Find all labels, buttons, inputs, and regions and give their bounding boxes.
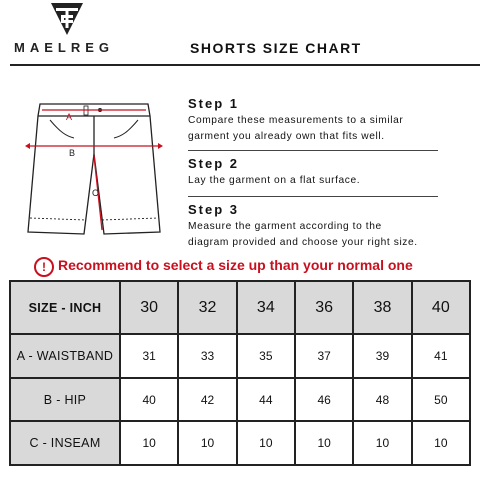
table-cell: 10: [237, 421, 295, 465]
table-cell: 35: [237, 334, 295, 378]
shorts-diagram: [14, 92, 174, 247]
row-label: C - INSEAM: [10, 421, 120, 465]
table-cell: 40: [120, 378, 178, 422]
table-cell: 10: [295, 421, 353, 465]
step-1-text: Compare these measurements to a similar garment you already own that fits well.: [188, 115, 404, 142]
table-row: [10, 334, 470, 378]
size-header: 34: [237, 281, 295, 334]
page-title: SHORTS SIZE CHART: [190, 40, 362, 56]
step-1: [188, 96, 403, 145]
table-header-row: [10, 281, 470, 334]
table-cell: 39: [353, 334, 411, 378]
header-label: SIZE - INCH: [10, 281, 120, 334]
size-header: 32: [178, 281, 236, 334]
table-cell: 44: [237, 378, 295, 422]
step-2-text: Lay the garment on a flat surface.: [188, 175, 361, 186]
label-a: A: [66, 112, 73, 122]
table-cell: 46: [295, 378, 353, 422]
table-cell: 10: [412, 421, 470, 465]
table-cell: 41: [412, 334, 470, 378]
size-header: 30: [120, 281, 178, 334]
table-row: [10, 378, 470, 422]
table-cell: 10: [178, 421, 236, 465]
size-table: [9, 280, 471, 466]
brand-name: MAELREG: [14, 40, 114, 55]
table-cell: 48: [353, 378, 411, 422]
table-cell: 10: [120, 421, 178, 465]
table-cell: 37: [295, 334, 353, 378]
table-cell: 50: [412, 378, 470, 422]
table-cell: 42: [178, 378, 236, 422]
step-2-title: Step 2: [188, 156, 240, 171]
row-label: A - WAISTBAND: [10, 334, 120, 378]
step-3-title: Step 3: [188, 202, 240, 217]
label-c: C: [92, 188, 99, 198]
table-cell: 10: [353, 421, 411, 465]
step-3-text: Measure the garment according to the diagram provided and choose your right size.: [188, 221, 418, 248]
step-1-title: Step 1: [188, 96, 240, 111]
brand-logo-icon: [50, 2, 84, 36]
step-divider: [188, 150, 438, 151]
step-2: [188, 156, 360, 189]
table-row: [10, 421, 470, 465]
exclamation-circle-icon: !: [34, 257, 54, 277]
size-header: 38: [353, 281, 411, 334]
size-header: 40: [412, 281, 470, 334]
table-cell: 33: [178, 334, 236, 378]
header-divider: [10, 64, 480, 66]
size-header: 36: [295, 281, 353, 334]
table-cell: 31: [120, 334, 178, 378]
step-3: [188, 202, 418, 251]
size-recommendation: Recommend to select a size up than your normal one: [58, 257, 413, 273]
row-label: B - HIP: [10, 378, 120, 422]
step-divider: [188, 196, 438, 197]
label-b: B: [69, 148, 76, 158]
